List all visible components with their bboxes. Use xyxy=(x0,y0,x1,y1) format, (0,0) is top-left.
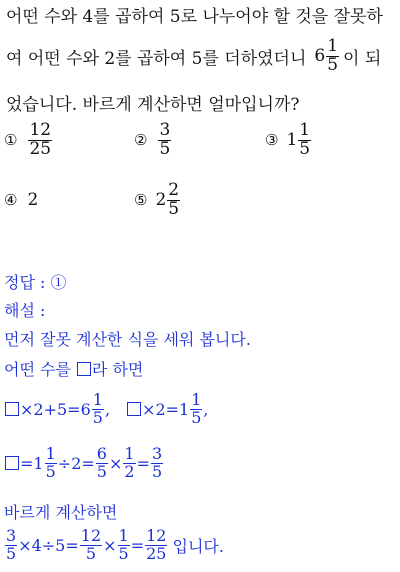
equation-comma: , xyxy=(203,399,209,419)
solution-header: 해설 : xyxy=(4,301,46,320)
fraction-numerator: 1 xyxy=(118,526,129,545)
fraction-numerator: 6 xyxy=(96,444,107,463)
equation-fraction xyxy=(80,528,102,563)
choice-fraction xyxy=(298,122,311,159)
choice-mark: ① xyxy=(4,131,18,150)
fraction-denominator: 5 xyxy=(299,138,311,159)
choice-fraction xyxy=(167,182,180,219)
fraction-numerator: 3 xyxy=(151,444,163,463)
equation-fraction xyxy=(45,446,57,481)
equation-tail: 입니다. xyxy=(172,536,224,556)
fraction-numerator: 12 xyxy=(146,526,167,545)
choice-3[interactable] xyxy=(265,122,312,159)
equation-text: =1 xyxy=(20,453,44,473)
fraction-denominator: 2 xyxy=(124,461,135,481)
fraction-numerator: 12 xyxy=(29,120,52,140)
fraction-denominator: 5 xyxy=(191,407,202,427)
question-line-3: 었습니다. 바르게 계산하면 얼마입니까? xyxy=(6,95,300,115)
equation-fraction xyxy=(190,392,202,427)
equation-operator: × xyxy=(103,535,117,555)
fraction-denominator: 5 xyxy=(96,461,107,481)
question-line-1: 어떤 수와 4를 곱하여 5로 나누어야 할 것을 잘못하 xyxy=(6,7,383,27)
choice-1[interactable] xyxy=(4,122,53,159)
mixed-number-whole: 6 xyxy=(314,46,326,67)
choice-value: 2 xyxy=(27,190,39,210)
fraction-denominator: 5 xyxy=(45,461,56,481)
unknown-box-icon xyxy=(5,402,19,416)
equation-operator: × xyxy=(108,453,123,473)
equation-operator: = xyxy=(136,453,150,473)
fraction-denominator: 5 xyxy=(85,543,97,563)
equation-3 xyxy=(4,528,224,563)
choice-4[interactable] xyxy=(4,190,38,210)
solution-line-2-text: 어떤 수를 xyxy=(4,360,71,379)
fraction-numerator: 1 xyxy=(191,390,202,409)
choice-2[interactable] xyxy=(134,122,172,159)
solution-line-5: 바르게 계산하면 xyxy=(4,503,118,522)
fraction-denominator: 5 xyxy=(151,461,163,481)
fraction-numerator: 1 xyxy=(92,390,103,409)
equation-fraction xyxy=(96,446,108,481)
choice-mark: ② xyxy=(134,131,148,150)
equation-comma: , xyxy=(104,399,111,419)
question-fraction xyxy=(326,38,339,75)
answer-line: 정답 : ① xyxy=(4,273,67,292)
unknown-box-icon xyxy=(77,362,91,376)
equation-operator: ×4÷5= xyxy=(18,535,79,555)
fraction-denominator: 5 xyxy=(118,543,129,563)
fraction-denominator: 5 xyxy=(168,198,180,219)
equation-1 xyxy=(4,392,209,427)
equation-fraction xyxy=(92,392,104,427)
equation-operator: = xyxy=(130,535,145,555)
mixed-number-whole: 1 xyxy=(286,130,298,151)
equation-fraction xyxy=(145,528,167,563)
choice-5[interactable] xyxy=(134,182,181,219)
equation-fraction xyxy=(151,446,163,481)
fraction-denominator: 5 xyxy=(159,138,171,159)
unknown-box-icon xyxy=(127,402,141,416)
choice-mark: ④ xyxy=(4,191,18,209)
choice-fraction xyxy=(28,122,52,159)
equation-text: ×2=1 xyxy=(142,399,190,419)
equation-2 xyxy=(4,446,164,481)
fraction-denominator: 5 xyxy=(92,407,103,427)
unknown-box-icon xyxy=(5,456,19,470)
choice-fraction xyxy=(158,122,171,159)
fraction-numerator: 3 xyxy=(6,526,17,545)
fraction-numerator: 1 xyxy=(327,36,339,56)
fraction-denominator: 5 xyxy=(6,543,17,563)
question-line-2-text: 여 어떤 수와 2를 곱하여 5를 더하였더니 xyxy=(6,48,307,69)
fraction-numerator: 1 xyxy=(45,444,56,463)
solution-line-2-tail: 라 하면 xyxy=(91,360,144,379)
solution-line-2 xyxy=(4,357,143,380)
equation-operator: ÷2= xyxy=(57,453,95,473)
choice-mark: ③ xyxy=(265,131,279,150)
fraction-numerator: 1 xyxy=(124,444,135,463)
equation-fraction xyxy=(118,528,130,563)
mixed-number-whole: 2 xyxy=(155,190,167,211)
fraction-denominator: 5 xyxy=(327,54,339,75)
solution-line-1: 먼저 잘못 계산한 식을 세워 봅니다. xyxy=(4,330,251,349)
fraction-numerator: 3 xyxy=(159,120,171,140)
equation-fraction xyxy=(5,528,17,563)
fraction-numerator: 12 xyxy=(80,526,102,545)
fraction-numerator: 2 xyxy=(168,180,180,200)
equation-text: ×2+5=6 xyxy=(20,399,91,419)
fraction-numerator: 1 xyxy=(299,120,311,140)
fraction-denominator: 25 xyxy=(29,138,52,159)
fraction-denominator: 25 xyxy=(146,543,167,563)
question-line-2 xyxy=(6,38,381,75)
choice-mark: ⑤ xyxy=(134,191,148,210)
equation-fraction xyxy=(123,446,135,481)
question-line-2-tail: 이 되 xyxy=(343,48,382,69)
